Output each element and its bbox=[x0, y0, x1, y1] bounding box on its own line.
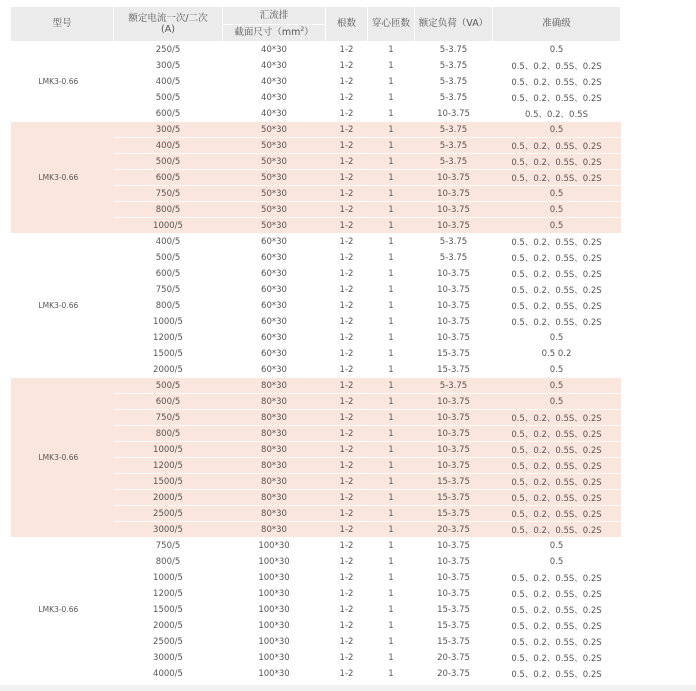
through-turns-cell: 1 bbox=[368, 218, 415, 234]
through-turns-cell: 1 bbox=[368, 330, 415, 346]
bottom-band bbox=[0, 685, 696, 691]
rated-current-cell: 3000/5 bbox=[114, 650, 223, 666]
accuracy-cell: 0.5、0.2、0.5S、0.2S bbox=[493, 314, 621, 330]
rated-load-cell: 10-3.75 bbox=[415, 298, 493, 314]
through-turns-cell: 1 bbox=[368, 410, 415, 426]
roots-cell: 1-2 bbox=[326, 506, 368, 522]
roots-cell: 1-2 bbox=[326, 58, 368, 74]
rated-current-cell: 1000/5 bbox=[114, 314, 223, 330]
through-turns-cell: 1 bbox=[368, 106, 415, 122]
rated-current-cell: 400/5 bbox=[114, 234, 223, 250]
roots-cell: 1-2 bbox=[326, 138, 368, 154]
rated-load-cell: 15-3.75 bbox=[415, 474, 493, 490]
accuracy-cell: 0.5、0.2、0.5S、0.2S bbox=[493, 74, 621, 90]
section-size-cell: 50*30 bbox=[223, 138, 326, 154]
accuracy-cell: 0.5 bbox=[493, 218, 621, 234]
roots-cell: 1-2 bbox=[326, 330, 368, 346]
section-size-cell: 40*30 bbox=[223, 74, 326, 90]
section-size-cell: 60*30 bbox=[223, 346, 326, 362]
roots-cell: 1-2 bbox=[326, 650, 368, 666]
roots-cell: 1-2 bbox=[326, 666, 368, 682]
through-turns-cell: 1 bbox=[368, 266, 415, 282]
rated-current-cell: 800/5 bbox=[114, 298, 223, 314]
through-turns-cell: 1 bbox=[368, 154, 415, 170]
roots-cell: 1-2 bbox=[326, 202, 368, 218]
header-section-label: 截面尺寸（mm bbox=[234, 27, 301, 39]
rated-current-cell: 500/5 bbox=[114, 378, 223, 394]
roots-cell: 1-2 bbox=[326, 378, 368, 394]
rated-load-cell: 20-3.75 bbox=[415, 666, 493, 682]
through-turns-cell: 1 bbox=[368, 474, 415, 490]
header-rated-load: 额定负荷（VA） bbox=[415, 7, 493, 42]
section-size-cell: 100*30 bbox=[223, 602, 326, 618]
through-turns-cell: 1 bbox=[368, 378, 415, 394]
rated-load-cell: 10-3.75 bbox=[415, 538, 493, 554]
rated-current-cell: 600/5 bbox=[114, 394, 223, 410]
header-section-size bbox=[223, 25, 326, 42]
accuracy-cell: 0.5 0.2 bbox=[493, 346, 621, 362]
roots-cell: 1-2 bbox=[326, 90, 368, 106]
accuracy-cell: 0.5 bbox=[493, 202, 621, 218]
roots-cell: 1-2 bbox=[326, 442, 368, 458]
accuracy-cell: 0.5、0.2、0.5S、0.2S bbox=[493, 58, 621, 74]
rated-load-cell: 5-3.75 bbox=[415, 234, 493, 250]
through-turns-cell: 1 bbox=[368, 282, 415, 298]
rated-load-cell: 10-3.75 bbox=[415, 314, 493, 330]
roots-cell: 1-2 bbox=[326, 394, 368, 410]
rated-load-cell: 15-3.75 bbox=[415, 618, 493, 634]
rated-load-cell: 10-3.75 bbox=[415, 170, 493, 186]
roots-cell: 1-2 bbox=[326, 122, 368, 138]
through-turns-cell: 1 bbox=[368, 586, 415, 602]
section-size-cell: 80*30 bbox=[223, 378, 326, 394]
roots-cell: 1-2 bbox=[326, 74, 368, 90]
section-size-cell: 50*30 bbox=[223, 186, 326, 202]
rated-load-cell: 15-3.75 bbox=[415, 634, 493, 650]
section-size-cell: 80*30 bbox=[223, 474, 326, 490]
accuracy-cell: 0.5 bbox=[493, 362, 621, 378]
rated-current-cell: 750/5 bbox=[114, 282, 223, 298]
rated-current-cell: 1200/5 bbox=[114, 458, 223, 474]
rated-current-cell: 1500/5 bbox=[114, 474, 223, 490]
roots-cell: 1-2 bbox=[326, 570, 368, 586]
rated-load-cell: 10-3.75 bbox=[415, 458, 493, 474]
rated-current-cell: 2000/5 bbox=[114, 490, 223, 506]
rated-current-cell: 500/5 bbox=[114, 154, 223, 170]
rated-load-cell: 5-3.75 bbox=[415, 74, 493, 90]
accuracy-cell: 0.5、0.2、0.5S、0.2S bbox=[493, 506, 621, 522]
accuracy-cell: 0.5、0.2、0.5S、0.2S bbox=[493, 522, 621, 538]
accuracy-cell: 0.5、0.2、0.5S、0.2S bbox=[493, 90, 621, 106]
roots-cell: 1-2 bbox=[326, 522, 368, 538]
header-busbar: 汇流排 bbox=[223, 7, 326, 25]
table-row bbox=[11, 538, 621, 554]
rated-current-cell: 600/5 bbox=[114, 170, 223, 186]
through-turns-cell: 1 bbox=[368, 522, 415, 538]
header-model: 型号 bbox=[11, 7, 114, 42]
section-size-cell: 50*30 bbox=[223, 170, 326, 186]
roots-cell: 1-2 bbox=[326, 42, 368, 58]
accuracy-cell: 0.5 bbox=[493, 186, 621, 202]
through-turns-cell: 1 bbox=[368, 298, 415, 314]
rated-current-cell: 3000/5 bbox=[114, 522, 223, 538]
rated-current-cell: 2000/5 bbox=[114, 618, 223, 634]
rated-current-cell: 300/5 bbox=[114, 58, 223, 74]
through-turns-cell: 1 bbox=[368, 138, 415, 154]
rated-load-cell: 10-3.75 bbox=[415, 554, 493, 570]
rated-current-cell: 400/5 bbox=[114, 74, 223, 90]
rated-current-cell: 500/5 bbox=[114, 90, 223, 106]
section-size-cell: 60*30 bbox=[223, 266, 326, 282]
section-size-cell: 80*30 bbox=[223, 522, 326, 538]
section-size-cell: 100*30 bbox=[223, 618, 326, 634]
rated-current-cell: 400/5 bbox=[114, 138, 223, 154]
through-turns-cell: 1 bbox=[368, 634, 415, 650]
accuracy-cell: 0.5、0.2、0.5S、0.2S bbox=[493, 618, 621, 634]
accuracy-cell: 0.5、0.2、0.5S、0.2S bbox=[493, 650, 621, 666]
section-size-cell: 80*30 bbox=[223, 458, 326, 474]
rated-load-cell: 10-3.75 bbox=[415, 266, 493, 282]
accuracy-cell: 0.5、0.2、0.5S、0.2S bbox=[493, 490, 621, 506]
rated-load-cell: 10-3.75 bbox=[415, 106, 493, 122]
accuracy-cell: 0.5、0.2、0.5S、0.2S bbox=[493, 410, 621, 426]
rated-load-cell: 10-3.75 bbox=[415, 410, 493, 426]
accuracy-cell: 0.5、0.2、0.5S bbox=[493, 106, 621, 122]
section-size-cell: 100*30 bbox=[223, 666, 326, 682]
section-size-cell: 60*30 bbox=[223, 314, 326, 330]
rated-current-cell: 1000/5 bbox=[114, 442, 223, 458]
through-turns-cell: 1 bbox=[368, 202, 415, 218]
through-turns-cell: 1 bbox=[368, 458, 415, 474]
through-turns-cell: 1 bbox=[368, 442, 415, 458]
rated-load-cell: 10-3.75 bbox=[415, 586, 493, 602]
rated-load-cell: 10-3.75 bbox=[415, 426, 493, 442]
roots-cell: 1-2 bbox=[326, 250, 368, 266]
section-size-cell: 100*30 bbox=[223, 554, 326, 570]
roots-cell: 1-2 bbox=[326, 554, 368, 570]
rated-load-cell: 10-3.75 bbox=[415, 394, 493, 410]
rated-current-cell: 1000/5 bbox=[114, 218, 223, 234]
section-size-cell: 100*30 bbox=[223, 634, 326, 650]
header-through-turns: 穿心匝数 bbox=[368, 7, 415, 42]
accuracy-cell: 0.5、0.2、0.5S、0.2S bbox=[493, 634, 621, 650]
accuracy-cell: 0.5、0.2、0.5S、0.2S bbox=[493, 426, 621, 442]
through-turns-cell: 1 bbox=[368, 250, 415, 266]
through-turns-cell: 1 bbox=[368, 314, 415, 330]
accuracy-cell: 0.5、0.2、0.5S、0.2S bbox=[493, 570, 621, 586]
rated-current-cell: 1500/5 bbox=[114, 602, 223, 618]
rated-current-cell: 800/5 bbox=[114, 426, 223, 442]
accuracy-cell: 0.5 bbox=[493, 378, 621, 394]
header-rated-current-line1: 额定电流一次/二次 bbox=[128, 12, 208, 24]
through-turns-cell: 1 bbox=[368, 346, 415, 362]
accuracy-cell: 0.5 bbox=[493, 538, 621, 554]
through-turns-cell: 1 bbox=[368, 58, 415, 74]
table-row bbox=[11, 42, 621, 58]
header-section-close: ） bbox=[304, 27, 314, 39]
accuracy-cell: 0.5、0.2、0.5S、0.2S bbox=[493, 266, 621, 282]
roots-cell: 1-2 bbox=[326, 538, 368, 554]
roots-cell: 1-2 bbox=[326, 298, 368, 314]
section-size-cell: 40*30 bbox=[223, 90, 326, 106]
accuracy-cell: 0.5、0.2、0.5S、0.2S bbox=[493, 602, 621, 618]
through-turns-cell: 1 bbox=[368, 42, 415, 58]
through-turns-cell: 1 bbox=[368, 618, 415, 634]
through-turns-cell: 1 bbox=[368, 538, 415, 554]
section-size-cell: 80*30 bbox=[223, 506, 326, 522]
rated-load-cell: 5-3.75 bbox=[415, 250, 493, 266]
accuracy-cell: 0.5 bbox=[493, 122, 621, 138]
through-turns-cell: 1 bbox=[368, 394, 415, 410]
rated-current-cell: 250/5 bbox=[114, 42, 223, 58]
through-turns-cell: 1 bbox=[368, 234, 415, 250]
accuracy-cell: 0.5、0.2、0.5S、0.2S bbox=[493, 442, 621, 458]
section-size-cell: 80*30 bbox=[223, 410, 326, 426]
rated-load-cell: 5-3.75 bbox=[415, 122, 493, 138]
roots-cell: 1-2 bbox=[326, 458, 368, 474]
table-header bbox=[11, 7, 621, 42]
accuracy-cell: 0.5 bbox=[493, 330, 621, 346]
roots-cell: 1-2 bbox=[326, 346, 368, 362]
rated-current-cell: 2500/5 bbox=[114, 506, 223, 522]
table-row bbox=[11, 234, 621, 250]
roots-cell: 1-2 bbox=[326, 586, 368, 602]
rated-load-cell: 10-3.75 bbox=[415, 202, 493, 218]
roots-cell: 1-2 bbox=[326, 474, 368, 490]
section-size-cell: 50*30 bbox=[223, 218, 326, 234]
rated-load-cell: 5-3.75 bbox=[415, 154, 493, 170]
section-size-cell: 80*30 bbox=[223, 426, 326, 442]
through-turns-cell: 1 bbox=[368, 74, 415, 90]
accuracy-cell: 0.5、0.2、0.5S、0.2S bbox=[493, 282, 621, 298]
rated-load-cell: 5-3.75 bbox=[415, 138, 493, 154]
section-size-cell: 80*30 bbox=[223, 442, 326, 458]
section-size-cell: 50*30 bbox=[223, 202, 326, 218]
rated-current-cell: 300/5 bbox=[114, 122, 223, 138]
rated-load-cell: 10-3.75 bbox=[415, 282, 493, 298]
through-turns-cell: 1 bbox=[368, 666, 415, 682]
accuracy-cell: 0.5 bbox=[493, 394, 621, 410]
rated-load-cell: 10-3.75 bbox=[415, 570, 493, 586]
rated-current-cell: 2000/5 bbox=[114, 362, 223, 378]
rated-current-cell: 750/5 bbox=[114, 538, 223, 554]
rated-load-cell: 15-3.75 bbox=[415, 506, 493, 522]
accuracy-cell: 0.5 bbox=[493, 42, 621, 58]
section-size-cell: 40*30 bbox=[223, 106, 326, 122]
through-turns-cell: 1 bbox=[368, 570, 415, 586]
section-size-cell: 100*30 bbox=[223, 538, 326, 554]
rated-load-cell: 20-3.75 bbox=[415, 522, 493, 538]
model-cell: LMK3-0.66 bbox=[11, 42, 114, 122]
rated-load-cell: 15-3.75 bbox=[415, 362, 493, 378]
rated-load-cell: 10-3.75 bbox=[415, 186, 493, 202]
header-section-sup: 2 bbox=[300, 26, 305, 34]
accuracy-cell: 0.5、0.2、0.5S、0.2S bbox=[493, 666, 621, 682]
roots-cell: 1-2 bbox=[326, 186, 368, 202]
through-turns-cell: 1 bbox=[368, 362, 415, 378]
rated-current-cell: 2500/5 bbox=[114, 634, 223, 650]
table-row bbox=[11, 378, 621, 394]
roots-cell: 1-2 bbox=[326, 170, 368, 186]
roots-cell: 1-2 bbox=[326, 618, 368, 634]
accuracy-cell: 0.5、0.2、0.5S、0.2S bbox=[493, 458, 621, 474]
spec-table bbox=[10, 6, 621, 682]
section-size-cell: 60*30 bbox=[223, 282, 326, 298]
rated-load-cell: 5-3.75 bbox=[415, 90, 493, 106]
section-size-cell: 100*30 bbox=[223, 586, 326, 602]
accuracy-cell: 0.5、0.2、0.5S、0.2S bbox=[493, 138, 621, 154]
through-turns-cell: 1 bbox=[368, 170, 415, 186]
rated-current-cell: 1500/5 bbox=[114, 346, 223, 362]
rated-current-cell: 750/5 bbox=[114, 410, 223, 426]
roots-cell: 1-2 bbox=[326, 314, 368, 330]
roots-cell: 1-2 bbox=[326, 410, 368, 426]
section-size-cell: 40*30 bbox=[223, 42, 326, 58]
rated-current-cell: 600/5 bbox=[114, 266, 223, 282]
section-size-cell: 60*30 bbox=[223, 330, 326, 346]
roots-cell: 1-2 bbox=[326, 106, 368, 122]
section-size-cell: 60*30 bbox=[223, 234, 326, 250]
rated-current-cell: 1200/5 bbox=[114, 330, 223, 346]
section-size-cell: 50*30 bbox=[223, 122, 326, 138]
roots-cell: 1-2 bbox=[326, 234, 368, 250]
header-accuracy: 准确级 bbox=[493, 7, 621, 42]
roots-cell: 1-2 bbox=[326, 634, 368, 650]
rated-load-cell: 5-3.75 bbox=[415, 42, 493, 58]
roots-cell: 1-2 bbox=[326, 266, 368, 282]
section-size-cell: 100*30 bbox=[223, 650, 326, 666]
section-size-cell: 80*30 bbox=[223, 394, 326, 410]
section-size-cell: 40*30 bbox=[223, 58, 326, 74]
roots-cell: 1-2 bbox=[326, 602, 368, 618]
table-body bbox=[11, 42, 621, 682]
rated-load-cell: 15-3.75 bbox=[415, 346, 493, 362]
accuracy-cell: 0.5、0.2、0.5S、0.2S bbox=[493, 250, 621, 266]
section-size-cell: 50*30 bbox=[223, 154, 326, 170]
roots-cell: 1-2 bbox=[326, 282, 368, 298]
accuracy-cell: 0.5、0.2、0.5S、0.2S bbox=[493, 586, 621, 602]
rated-current-cell: 750/5 bbox=[114, 186, 223, 202]
rated-current-cell: 600/5 bbox=[114, 106, 223, 122]
through-turns-cell: 1 bbox=[368, 602, 415, 618]
through-turns-cell: 1 bbox=[368, 90, 415, 106]
roots-cell: 1-2 bbox=[326, 490, 368, 506]
accuracy-cell: 0.5、0.2、0.5S、0.2S bbox=[493, 234, 621, 250]
accuracy-cell: 0.5、0.2、0.5S、0.2S bbox=[493, 154, 621, 170]
through-turns-cell: 1 bbox=[368, 122, 415, 138]
header-rated-current bbox=[114, 7, 223, 42]
accuracy-cell: 0.5、0.2、0.5S、0.2S bbox=[493, 474, 621, 490]
through-turns-cell: 1 bbox=[368, 650, 415, 666]
rated-load-cell: 5-3.75 bbox=[415, 378, 493, 394]
rated-load-cell: 5-3.75 bbox=[415, 58, 493, 74]
model-cell: LMK3-0.66 bbox=[11, 122, 114, 234]
roots-cell: 1-2 bbox=[326, 218, 368, 234]
section-size-cell: 60*30 bbox=[223, 250, 326, 266]
section-size-cell: 60*30 bbox=[223, 362, 326, 378]
rated-load-cell: 10-3.75 bbox=[415, 442, 493, 458]
spec-table-page bbox=[10, 6, 620, 685]
model-cell: LMK3-0.66 bbox=[11, 378, 114, 538]
through-turns-cell: 1 bbox=[368, 554, 415, 570]
through-turns-cell: 1 bbox=[368, 426, 415, 442]
roots-cell: 1-2 bbox=[326, 426, 368, 442]
rated-load-cell: 10-3.75 bbox=[415, 218, 493, 234]
rated-current-cell: 1000/5 bbox=[114, 570, 223, 586]
model-cell: LMK3-0.66 bbox=[11, 538, 114, 682]
rated-load-cell: 15-3.75 bbox=[415, 490, 493, 506]
accuracy-cell: 0.5、0.2、0.5S、0.2S bbox=[493, 170, 621, 186]
rated-current-cell: 800/5 bbox=[114, 202, 223, 218]
rated-current-cell: 1200/5 bbox=[114, 586, 223, 602]
through-turns-cell: 1 bbox=[368, 506, 415, 522]
rated-load-cell: 10-3.75 bbox=[415, 330, 493, 346]
accuracy-cell: 0.5、0.2、0.5S、0.2S bbox=[493, 298, 621, 314]
through-turns-cell: 1 bbox=[368, 186, 415, 202]
section-size-cell: 80*30 bbox=[223, 490, 326, 506]
table-row bbox=[11, 122, 621, 138]
header-roots: 根数 bbox=[326, 7, 368, 42]
roots-cell: 1-2 bbox=[326, 154, 368, 170]
rated-current-cell: 500/5 bbox=[114, 250, 223, 266]
section-size-cell: 60*30 bbox=[223, 298, 326, 314]
rated-current-cell: 4000/5 bbox=[114, 666, 223, 682]
through-turns-cell: 1 bbox=[368, 490, 415, 506]
model-cell: LMK3-0.66 bbox=[11, 234, 114, 378]
rated-current-cell: 800/5 bbox=[114, 554, 223, 570]
section-size-cell: 100*30 bbox=[223, 570, 326, 586]
rated-load-cell: 20-3.75 bbox=[415, 650, 493, 666]
rated-load-cell: 15-3.75 bbox=[415, 602, 493, 618]
roots-cell: 1-2 bbox=[326, 362, 368, 378]
accuracy-cell: 0.5 bbox=[493, 554, 621, 570]
header-rated-current-line2: (A) bbox=[161, 24, 175, 35]
